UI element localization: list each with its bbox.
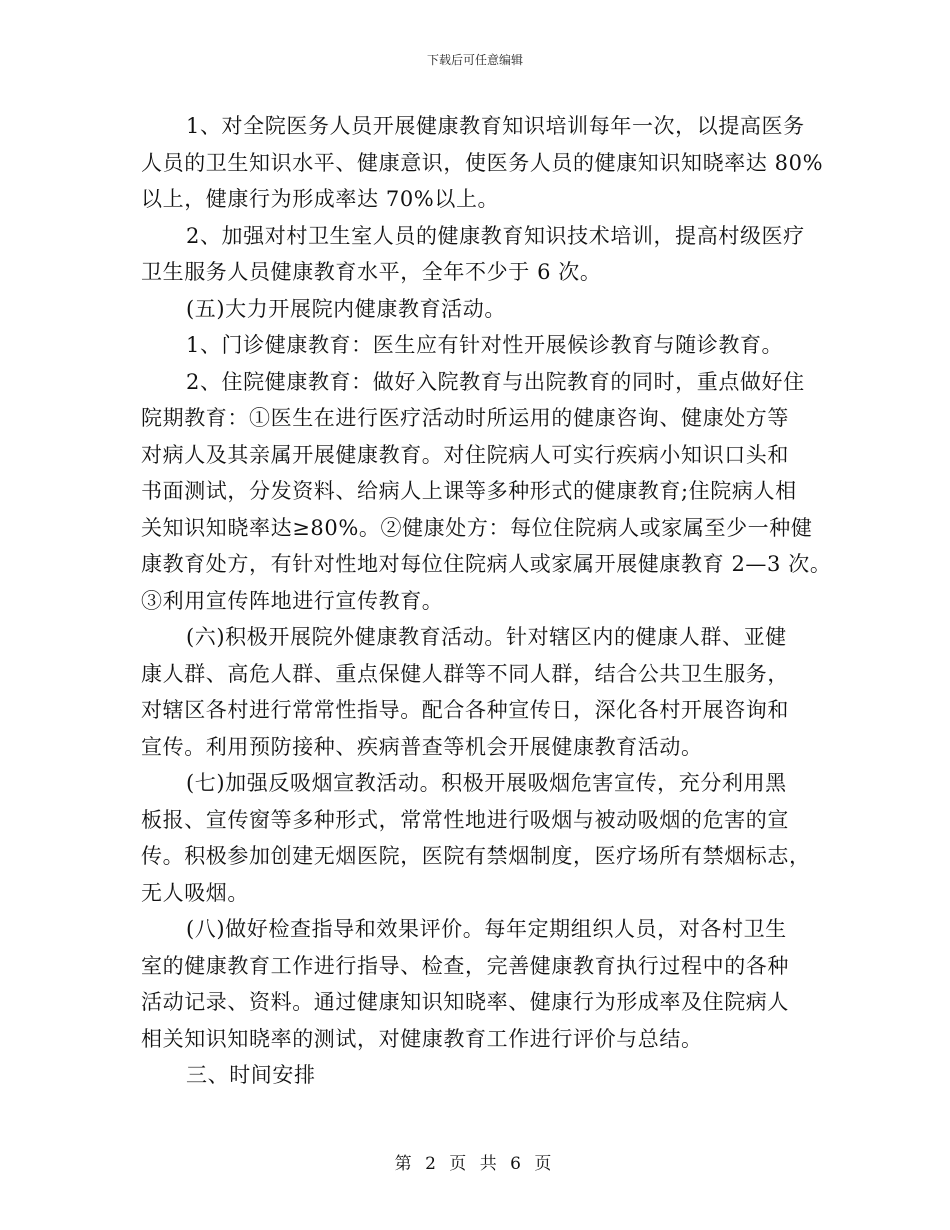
- body-line: 室的健康教育工作进行指导、检查，完善健康教育执行过程中的各种: [141, 953, 789, 978]
- body-line: 以上，健康行为形成率达 70%以上。: [141, 187, 500, 211]
- page-footer: 第 2 页 共 6 页: [394, 1154, 556, 1174]
- body-line: 1、门诊健康教育：医生应有针对性开展候诊教育与随诊教育。: [186, 333, 784, 357]
- body-line: 宣传。利用预防接种、疾病普查等机会开展健康教育活动。: [141, 734, 703, 759]
- body-line: ③利用宣传阵地进行宣传教育。: [141, 588, 444, 613]
- body-line: 书面测试，分发资料、给病人上课等多种形式的健康教育;住院病人相: [141, 479, 797, 503]
- body-line: (六)积极开展院外健康教育活动。针对辖区内的健康人群、亚健: [186, 625, 787, 649]
- body-line: 板报、宣传窗等多种形式，常常性地进行吸烟与被动吸烟的危害的宣: [141, 807, 789, 832]
- body-line: (八)做好检查指导和效果评价。每年定期组织人员，对各村卫生: [186, 917, 787, 941]
- body-line: 对病人及其亲属开展健康教育。对住院病人可实行疾病小知识口头和: [141, 442, 789, 467]
- body-line: 关知识知晓率达≥80%。②健康处方：每位住院病人或家属至少一种健: [141, 515, 813, 540]
- body-line: 卫生服务人员健康教育水平，全年不少于 6 次。: [141, 260, 602, 284]
- body-line: 人员的卫生知识水平、健康意识，使医务人员的健康知识知晓率达 80%: [141, 150, 824, 175]
- document-body: [141, 108, 832, 1094]
- body-line: (七)加强反吸烟宣教活动。积极开展吸烟危害宣传，充分利用黑: [186, 771, 787, 795]
- body-line: 传。积极参加创建无烟医院，医院有禁烟制度，医疗场所有禁烟标志，: [141, 844, 811, 868]
- body-line: 康人群、高危人群、重点保健人群等不同人群，结合公共卫生服务，: [141, 661, 789, 686]
- body-line: 2、加强对村卫生室人员的健康教育知识技术培训，提高村级医疗: [186, 223, 805, 248]
- section-heading: 三、时间安排: [186, 1063, 316, 1087]
- body-line: 相关知识知晓率的测试，对健康教育工作进行评价与总结。: [141, 1026, 703, 1051]
- page-header: 下载后可任意编辑: [426, 53, 523, 67]
- body-line: 1、对全院医务人员开展健康教育知识培训每年一次，以提高医务: [186, 114, 805, 138]
- section-heading: (五)大力开展院内健康教育活动。: [186, 296, 506, 321]
- body-line: 活动记录、资料。通过健康知识知晓率、健康行为形成率及住院病人: [141, 990, 789, 1014]
- body-line: 2、住院健康教育：做好入院教育与出院教育的同时，重点做好住: [186, 369, 805, 394]
- body-line: 康教育处方，有针对性地对每位住院病人或家属开展健康教育 2—3 次。: [141, 552, 832, 576]
- body-line: 院期教育：①医生在进行医疗活动时所运用的健康咨询、健康处方等: [141, 406, 789, 430]
- body-line: 对辖区各村进行常常性指导。配合各种宣传日，深化各村开展咨询和: [141, 698, 789, 722]
- body-line: 无人吸烟。: [141, 880, 249, 905]
